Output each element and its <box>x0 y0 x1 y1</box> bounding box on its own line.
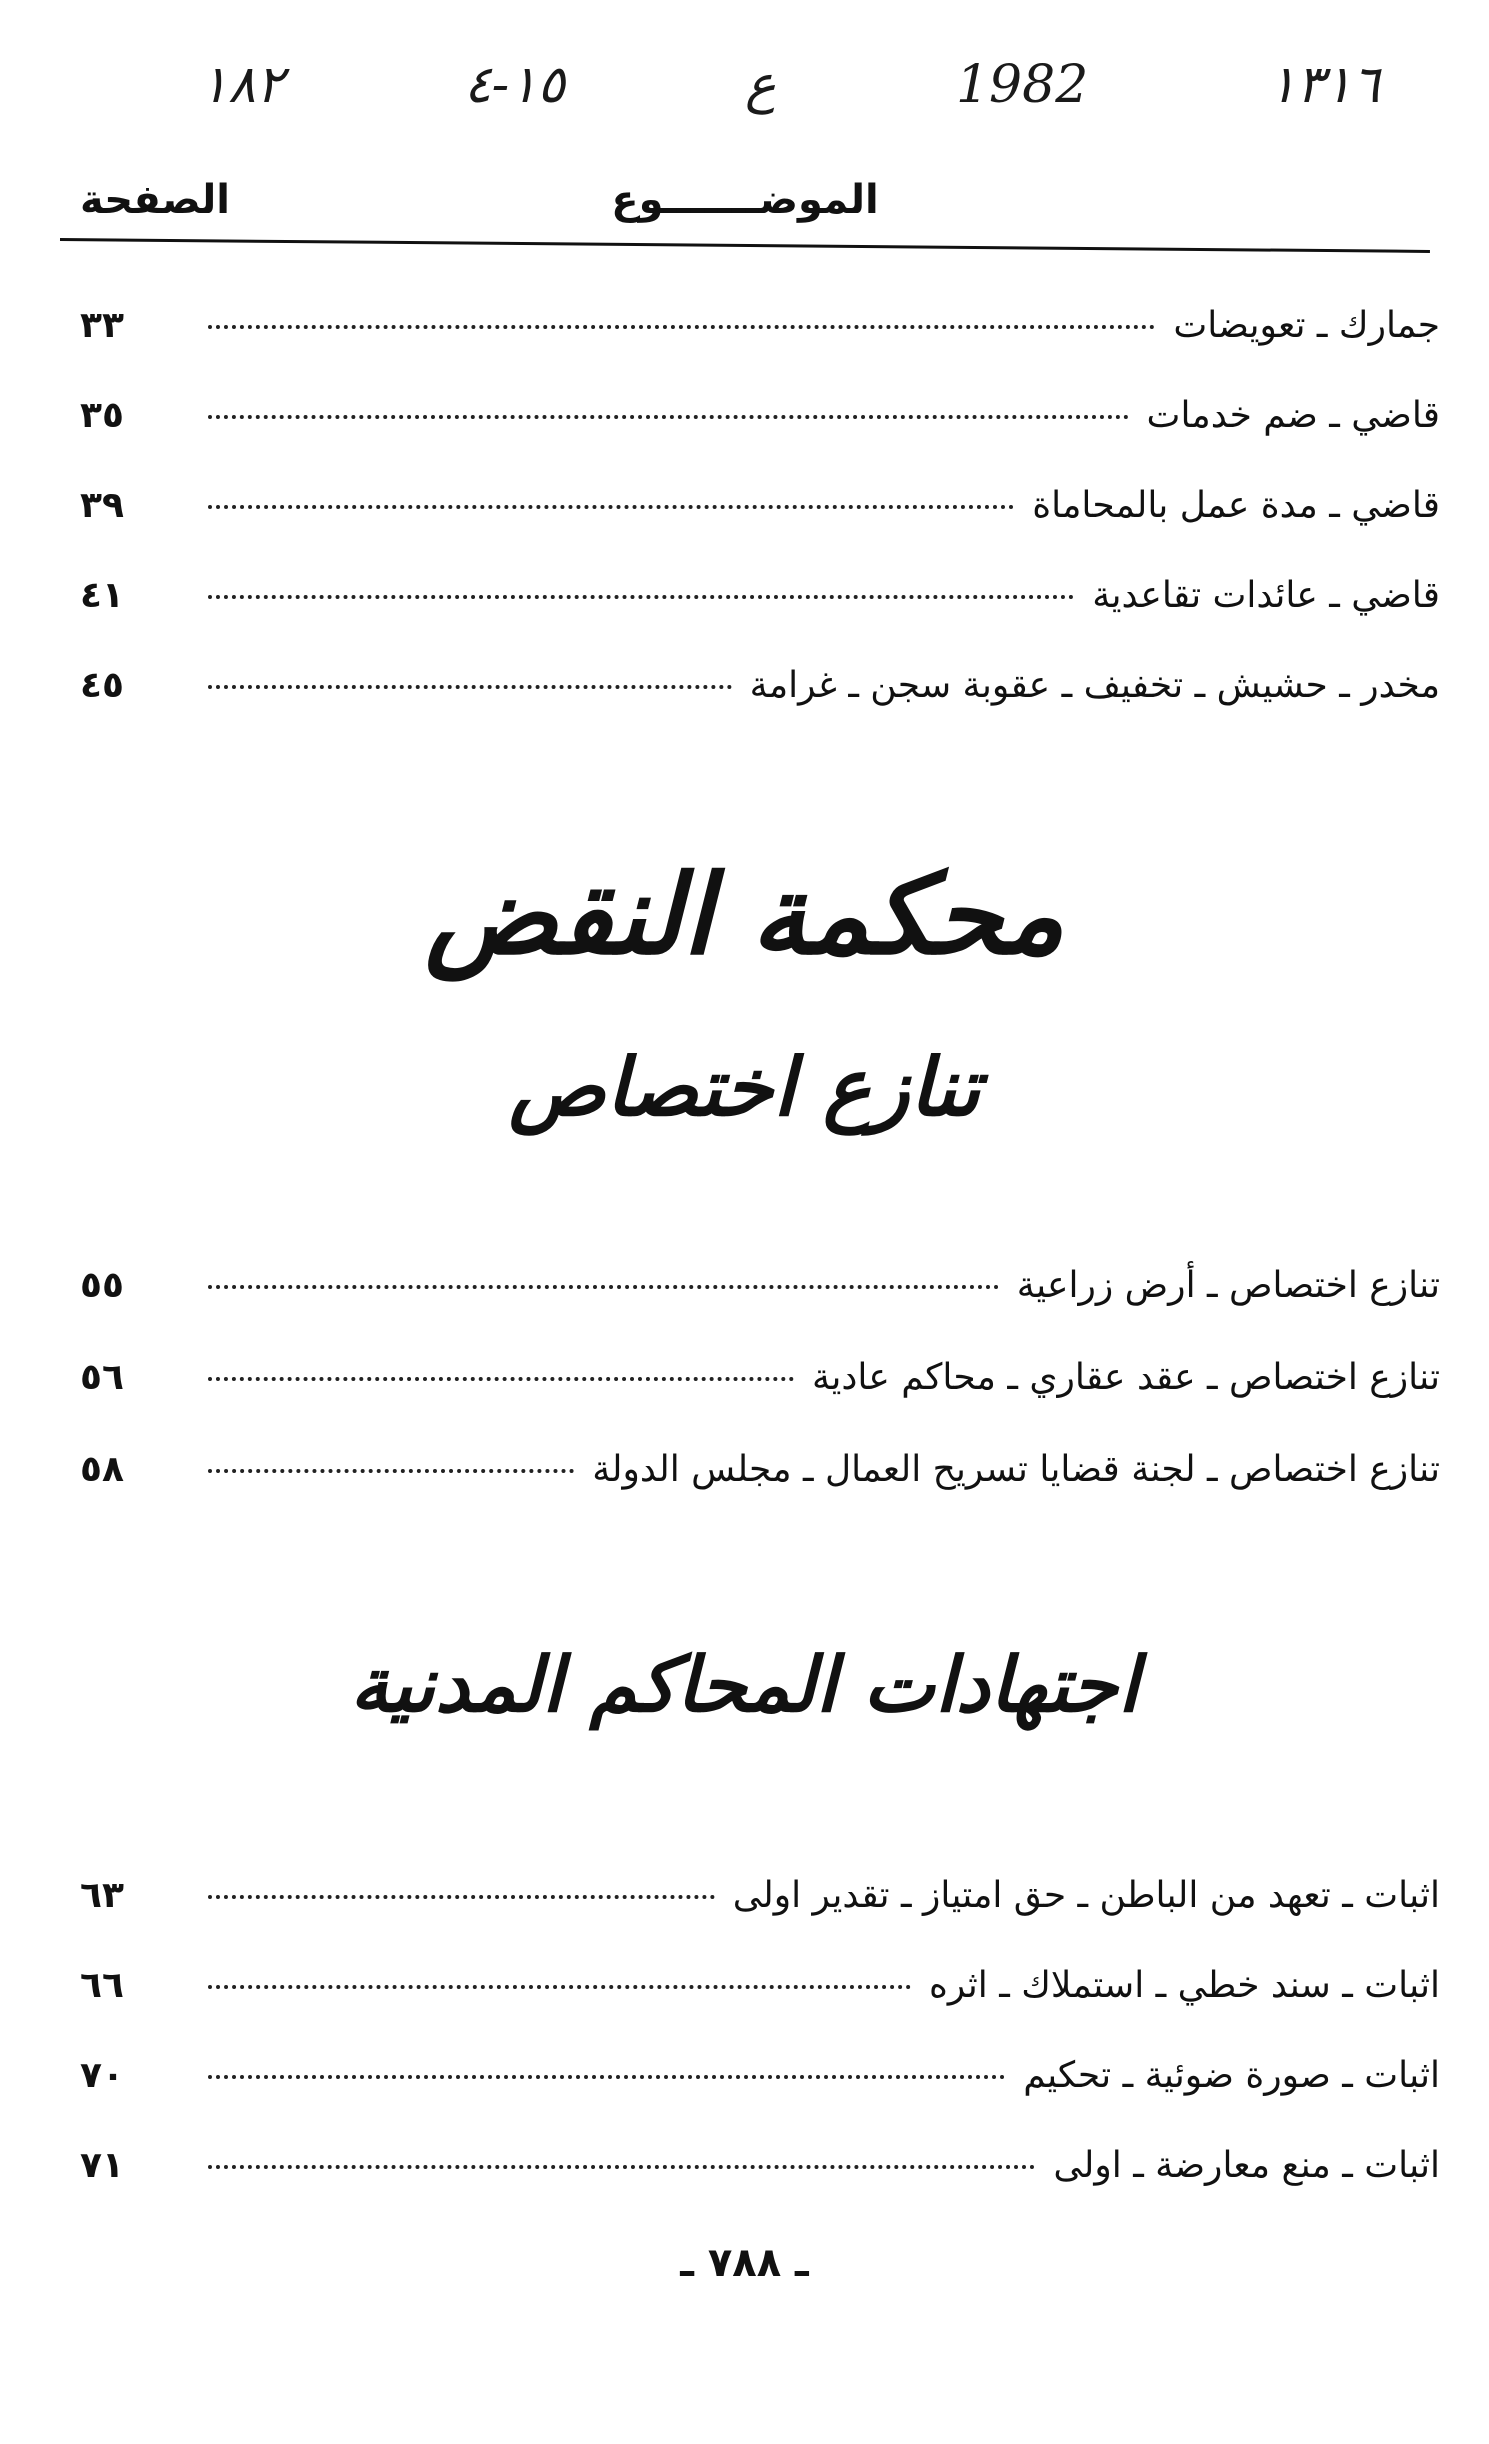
dot-leader <box>208 2075 1005 2079</box>
toc-entry <box>80 395 1440 485</box>
toc-entry <box>80 485 1440 575</box>
handwritten-mark: 1982 <box>955 55 1089 115</box>
subject-column-heading: الموضـــــــوع <box>611 177 879 223</box>
section-title-civil-court-rulings: اجتهادات المحاكم المدنية <box>350 1640 1139 1729</box>
handwritten-mark: ١٣١٦ <box>1268 55 1380 115</box>
entry-text: قاضي ـ ضم خدمات <box>1146 395 1440 436</box>
entry-text: جمارك ـ تعويضات <box>1173 305 1440 346</box>
toc-entry <box>80 1265 1440 1357</box>
entry-page: ٥٥ <box>80 1265 124 1306</box>
entry-page: ٣٣ <box>80 305 124 346</box>
page-column-heading: الصفحة <box>80 177 231 223</box>
section-title-cassation-court: محكمة النقض <box>424 850 1065 979</box>
entry-text: تنازع اختصاص ـ عقد عقاري ـ محاكم عادية <box>812 1357 1440 1398</box>
entry-text: قاضي ـ مدة عمل بالمحاماة <box>1032 485 1440 526</box>
toc-section-2 <box>80 1265 1440 1541</box>
handwritten-mark: ع <box>745 55 777 115</box>
toc-entry <box>80 1357 1440 1449</box>
header-divider <box>60 238 1430 253</box>
entry-page: ٦٦ <box>80 1965 124 2006</box>
entry-text: قاضي ـ عائدات تقاعدية <box>1092 575 1440 616</box>
dot-leader <box>208 1377 794 1381</box>
dot-leader <box>208 505 1014 509</box>
toc-entry <box>80 2055 1440 2145</box>
dot-leader <box>208 1985 911 1989</box>
toc-section-1 <box>80 305 1440 755</box>
entry-page: ٤١ <box>80 575 124 616</box>
entry-page: ٧٠ <box>80 2055 124 2096</box>
entry-text: اثبات ـ سند خطي ـ استملاك ـ اثره <box>929 1965 1440 2006</box>
entry-text: تنازع اختصاص ـ أرض زراعية <box>1016 1265 1440 1306</box>
dot-leader <box>208 1895 715 1899</box>
toc-entry <box>80 1449 1440 1541</box>
entry-page: ٦٣ <box>80 1875 124 1916</box>
dot-leader <box>208 685 732 689</box>
toc-entry <box>80 2145 1440 2235</box>
toc-section-3 <box>80 1875 1440 2235</box>
entry-page: ٤٥ <box>80 665 124 706</box>
entry-page: ٧١ <box>80 2145 124 2186</box>
entry-page: ٥٦ <box>80 1357 124 1398</box>
dot-leader <box>208 595 1074 599</box>
table-header <box>60 160 1430 240</box>
page-number: ـ ٧٨٨ ـ <box>680 2240 809 2286</box>
toc-entry <box>80 305 1440 395</box>
dot-leader <box>208 1285 999 1289</box>
toc-entry <box>80 1875 1440 1965</box>
toc-entry <box>80 1965 1440 2055</box>
toc-entry <box>80 665 1440 755</box>
handwritten-mark: ١٨٢ <box>200 55 284 115</box>
entry-text: اثبات ـ تعهد من الباطن ـ حق امتياز ـ تقدير اولى <box>732 1875 1440 1916</box>
handwritten-mark: ١٥-٤ <box>463 55 566 115</box>
entry-page: ٥٨ <box>80 1449 124 1490</box>
dot-leader <box>208 2165 1035 2169</box>
entry-page: ٣٩ <box>80 485 124 526</box>
entry-text: اثبات ـ منع معارضة ـ اولى <box>1053 2145 1440 2186</box>
section-subtitle-jurisdiction-conflict: تنازع اختصاص <box>508 1040 981 1134</box>
handwritten-annotations <box>200 40 1380 130</box>
toc-entry <box>80 575 1440 665</box>
dot-leader <box>208 325 1155 329</box>
entry-text: مخدر ـ حشيش ـ تخفيف ـ عقوبة سجن ـ غرامة <box>749 665 1440 706</box>
dot-leader <box>208 415 1129 419</box>
entry-text: تنازع اختصاص ـ لجنة قضايا تسريح العمال ـ مجلس الدولة <box>592 1449 1440 1490</box>
entry-text: اثبات ـ صورة ضوئية ـ تحكيم <box>1023 2055 1440 2096</box>
entry-page: ٣٥ <box>80 395 124 436</box>
dot-leader <box>208 1469 574 1473</box>
